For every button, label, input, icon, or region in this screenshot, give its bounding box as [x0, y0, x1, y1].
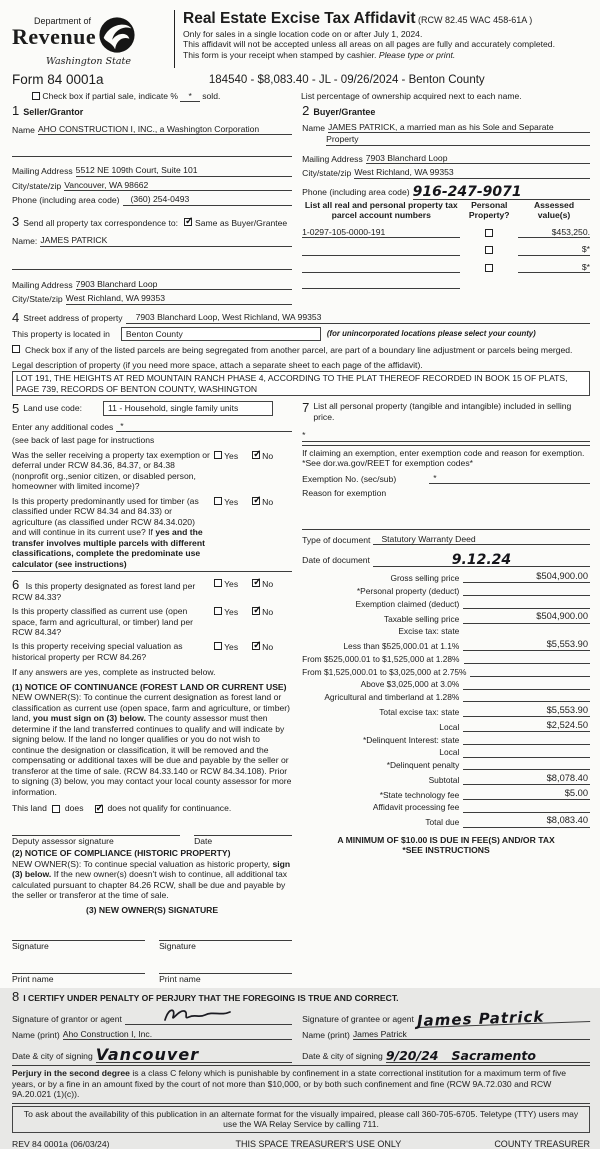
question-text: Is this property receiving special valuation as historical property per RCW 84.26? — [12, 641, 214, 662]
perjury-statement: Perjury in the second degree is a class C felony which is punishable by confinement in a state correctional institution for a maximum term of five years, or by a fine in an amount fixed by the court of not more than $10,000, or by both such confinement and fine (RCW 9A.72.030 and RCW 9A.20.021 (1)(c)). — [12, 1065, 590, 1103]
tax-row-label: Less than $525,000.01 at 1.1% — [302, 641, 463, 651]
question-tax-exemption — [12, 450, 292, 492]
grantor-sig-label: Signature of grantor or agent — [12, 1014, 122, 1024]
no-checkbox — [252, 579, 260, 587]
tax-row-value — [463, 599, 590, 609]
tax-row-value: $8,078.40 — [463, 773, 590, 785]
form-title-rcw: (RCW 82.45 WAC 458-61A ) — [418, 15, 532, 25]
parcel-table-header — [302, 200, 590, 221]
corr-name-extra-line — [12, 260, 292, 270]
tax-row — [302, 599, 590, 609]
form-number: Form 84 0001a — [12, 72, 104, 88]
tax-row-label: Subtotal — [302, 775, 463, 785]
tax-row-value — [463, 748, 590, 758]
parcel-value-field: $* — [518, 244, 590, 255]
seller-csz-label: City/state/zip — [12, 181, 61, 191]
section8-number: 8 — [12, 990, 19, 1003]
section2-title: Buyer/Grantee — [313, 107, 375, 118]
deputy-signature-line — [12, 826, 180, 836]
this-land-label: This land — [12, 803, 47, 813]
tax-row-label: Taxable selling price — [302, 614, 463, 624]
no-label: No — [262, 579, 273, 589]
grantor-name-field: Aho Construction I, Inc. — [63, 1029, 292, 1040]
grantor-date-label: Date & city of signing — [12, 1051, 93, 1061]
grantor-signature-scribble — [159, 1004, 235, 1026]
located-in-note: (for unincorporated locations please select your county) — [327, 329, 536, 339]
no-label: No — [262, 607, 273, 617]
tax-row-label: From $1,525,000.01 to $3,025,000 at 2.75% — [302, 667, 470, 677]
same-as-buyer-checkbox — [184, 218, 192, 226]
tax-row — [302, 611, 590, 623]
tax-row-value: $504,900.00 — [463, 571, 590, 583]
tax-row — [302, 802, 590, 812]
parcel-row — [302, 244, 590, 255]
tax-row-value — [463, 760, 590, 770]
owner-print-label-1: Print name — [12, 974, 145, 984]
buyer-csz-field: West Richland, WA 99353 — [354, 167, 590, 178]
yes-label: Yes — [224, 579, 238, 589]
no-checkbox — [252, 607, 260, 615]
yes-checkbox — [214, 451, 222, 459]
does-checkbox — [52, 805, 60, 813]
buyer-phone-handwritten: 916-247-9071 — [413, 186, 590, 200]
tax-row — [302, 692, 590, 702]
tax-row — [302, 705, 590, 717]
question-text: 6 Is this property designated as forest land per RCW 84.33? — [12, 578, 214, 602]
parcel-value-field: $* — [518, 262, 590, 273]
does-not-checkbox — [95, 805, 103, 813]
grantee-name-field: James Patrick — [353, 1029, 590, 1040]
if-any-yes-note: If any answers are yes, complete as instructed below. — [12, 667, 292, 677]
question-forest-land — [12, 578, 292, 602]
tax-row — [302, 654, 590, 664]
question-text: Is this property predominantly used for timber (as classified under RCW 84.34 and 84.33) or agriculture (as classified under RCW 84.34.020) and will continue in its current use? If yes and the transfer involves multiple parcels with different classifications, complete the predominate use calculator (see instructions) — [12, 496, 214, 569]
treasurer-space-label: THIS SPACE TREASURER'S USE ONLY — [203, 1139, 434, 1149]
personal-property-label: List all personal property (tangible and intangible) included in selling price. — [313, 401, 590, 422]
deputy-date-label: Date — [194, 836, 292, 846]
parcel-personal-checkbox — [485, 229, 493, 237]
seller-mailing-field: 5512 NE 109th Court, Suite 101 — [76, 165, 292, 176]
segregated-checkbox — [12, 345, 20, 353]
tax-row — [302, 735, 590, 745]
grantee-city-handwritten: Sacramento — [452, 1048, 536, 1063]
deputy-signature-label: Deputy assessor signature — [12, 836, 180, 846]
parcel-col-numbers: List all real and personal property tax parcel account numbers — [302, 200, 460, 221]
seller-csz-field: Vancouver, WA 98662 — [64, 180, 292, 191]
minimum-due-note: A MINIMUM OF $10.00 IS DUE IN FEE(S) AND/OR TAX — [302, 835, 590, 845]
tax-row-label: From $525,000.01 to $1,525,000 at 1.28% — [302, 654, 463, 664]
dor-logo — [12, 10, 170, 68]
see-back-note: (see back of last page for instructions — [12, 435, 292, 445]
tax-row-value: $5,553.90 — [463, 705, 590, 717]
tax-row-value — [463, 803, 590, 813]
yes-label: Yes — [224, 497, 238, 507]
no-label: No — [262, 642, 273, 652]
revenue-swirl-icon — [98, 16, 136, 56]
tax-row — [302, 639, 590, 651]
section1-title: Seller/Grantor — [23, 107, 83, 118]
tax-row — [302, 667, 590, 677]
new-owners-signature-title: (3) NEW OWNER(S) SIGNATURE — [12, 905, 292, 915]
partial-sale-sold-label: sold. — [202, 91, 220, 101]
question-text: Was the seller receiving a property tax exemption or deferral under RCW 84.36, 84.37, or 84.38 (nonprofit org.,senior citizen, or disabled person, homeowner with limited income)? — [12, 450, 214, 492]
doc-type-label: Type of document — [302, 535, 370, 545]
doc-date-label: Date of document — [302, 555, 370, 565]
tax-row-label: Affidavit processing fee — [302, 802, 463, 812]
section4-number: 4 — [12, 311, 19, 324]
doc-type-field: Statutory Warranty Deed — [373, 534, 590, 545]
excise-tax-state-header: Excise tax: state — [302, 626, 590, 636]
does-label: does — [65, 803, 84, 813]
corr-name-field: JAMES PATRICK — [40, 235, 292, 246]
certify-statement: I CERTIFY UNDER PENALTY OF PERJURY THAT THE FOREGOING IS TRUE AND CORRECT. — [23, 993, 398, 1003]
buyer-mailing-label: Mailing Address — [302, 154, 363, 164]
grantor-signature-field — [125, 1015, 292, 1025]
exemption-no-label: Exemption No. (sec/sub) — [302, 474, 396, 484]
revenue-wordmark: Revenue — [12, 27, 96, 48]
tax-row-label: *State technology fee — [302, 790, 463, 800]
corr-name-label: Name: — [12, 236, 37, 246]
tax-row-label: Agricultural and timberland at 1.28% — [302, 692, 463, 702]
tax-row-value — [463, 586, 590, 596]
parcel-row — [302, 227, 590, 238]
partial-sale-label: Check box if partial sale, indicate % — [42, 91, 178, 101]
buyer-mailing-field: 7903 Blanchard Loop — [366, 153, 590, 164]
legal-description-field: LOT 191, THE HEIGHTS AT RED MOUNTAIN RANCH PHASE 4, ACCORDING TO THE PLAT THEREOF RECORDED IN BOOK 15 OF PLATS, PAGE 739, RECORDS OF BENTON COUNTY, WASHINGTON — [12, 371, 590, 396]
tax-row — [302, 586, 590, 596]
parcel-number-field: 1-0297-105-0000-191 — [302, 227, 460, 238]
county-select: Benton County — [121, 327, 321, 341]
parcel-row — [302, 262, 590, 273]
notice-compliance-bold: sign (3) below. — [12, 859, 290, 879]
tax-row-label: Above $3,025,000 at 3.0% — [302, 679, 463, 689]
doc-date-handwritten: 9.12.24 — [373, 554, 590, 568]
no-checkbox — [252, 497, 260, 505]
owner-print-line-2 — [159, 964, 292, 974]
yes-checkbox — [214, 579, 222, 587]
tax-row-value: $504,900.00 — [463, 611, 590, 623]
seller-mailing-label: Mailing Address — [12, 166, 73, 176]
land-use-label: Land use code: — [23, 403, 82, 413]
additional-codes-label: Enter any additional codes — [12, 422, 113, 432]
parcel-number-blank-line — [302, 279, 460, 289]
deputy-date-line — [194, 826, 292, 836]
rev-number: REV 84 0001a (06/03/24) — [12, 1139, 203, 1149]
tax-row — [302, 815, 590, 827]
no-checkbox — [252, 451, 260, 459]
parcel-number-field — [302, 263, 460, 273]
owner-signature-label-2: Signature — [159, 941, 292, 951]
question-historical — [12, 641, 292, 662]
tax-row — [302, 760, 590, 770]
reason-exemption-label: Reason for exemption — [302, 488, 590, 498]
parcel-col-personal: Personal Property? — [460, 200, 518, 221]
section6-number: 6 — [12, 577, 19, 592]
yes-label: Yes — [224, 607, 238, 617]
seller-phone-field: (360) 254-0493 — [123, 194, 293, 205]
grantee-date-label: Date & city of signing — [302, 1051, 383, 1061]
tax-row — [302, 747, 590, 757]
tax-row-value — [463, 735, 590, 745]
tax-row — [302, 788, 590, 800]
parcel-personal-checkbox — [485, 264, 493, 272]
see-instructions-note: *SEE INSTRUCTIONS — [302, 845, 590, 855]
no-label: No — [262, 497, 273, 507]
corr-mailing-label: Mailing Address — [12, 280, 73, 290]
located-in-label: This property is located in — [12, 329, 110, 339]
dept-of-label: Department of — [34, 16, 96, 27]
parcel-number-field — [302, 246, 460, 256]
additional-codes-field: * — [116, 421, 292, 432]
tax-row-label: *Delinquent penalty — [302, 760, 463, 770]
question-text: Is this property classified as current use (open space, farm and agricultural, or timber) land per RCW 84.34? — [12, 606, 214, 637]
question-timber-agriculture — [12, 496, 292, 572]
notice-compliance-title: (2) NOTICE OF COMPLIANCE (HISTORIC PROPERTY) — [12, 848, 292, 858]
parcel-personal-checkbox — [485, 246, 493, 254]
tax-row — [302, 773, 590, 785]
yes-label: Yes — [224, 642, 238, 652]
exemption-note: If claiming an exemption, enter exemption code and reason for exemption. *See dor.wa.gov/REET for exemption codes* — [302, 448, 590, 469]
tax-row-value — [463, 692, 590, 702]
grantee-sig-label: Signature of grantee or agent — [302, 1014, 414, 1024]
notice-continuance-title: (1) NOTICE OF CONTINUANCE (FOREST LAND OR CURRENT USE) — [12, 682, 292, 692]
type-or-print-note: Please type or print. — [379, 50, 455, 60]
section7-number: 7 — [302, 401, 309, 422]
partial-sale-row — [12, 91, 301, 101]
section5-number: 5 — [12, 402, 19, 415]
grantee-date-city-handwritten: 9/20/24 Sacramento — [386, 1050, 590, 1064]
tax-row-value — [464, 654, 591, 664]
seller-name-extra-line — [12, 147, 292, 157]
same-as-buyer-label: Same as Buyer/Grantee — [195, 218, 287, 228]
header-note-1: Only for sales in a single location code on or after July 1, 2024. — [183, 29, 590, 39]
tax-row-value: $2,524.50 — [463, 720, 590, 732]
partial-sale-percent-field: * — [180, 91, 199, 102]
parcel-value-field: $453,250. — [518, 227, 590, 238]
tax-row — [302, 720, 590, 732]
section2-number: 2 — [302, 104, 309, 117]
owner-signature-line-1 — [12, 931, 145, 941]
tax-row-value — [470, 667, 590, 677]
question-text-bold: yes and the transfer involves multiple parcels with different classifications, complete the predominate use calculator (see instructions) — [12, 527, 205, 568]
tax-row-label: Local — [302, 747, 463, 757]
does-not-label: does not qualify for continuance. — [108, 803, 232, 813]
tax-row-value: $5,553.90 — [463, 639, 590, 651]
no-checkbox — [252, 642, 260, 650]
tax-row-label: *Personal property (deduct) — [302, 586, 463, 596]
header-note-3: This form is your receipt when stamped by cashier. Please type or print. — [183, 50, 590, 60]
header-note-2: This affidavit will not be accepted unless all areas on all pages are fully and accurately completed. — [183, 39, 590, 49]
land-use-code-field: 11 - Household, single family units — [103, 401, 273, 415]
tax-row-value: $5.00 — [463, 788, 590, 800]
owner-signature-label-1: Signature — [12, 941, 145, 951]
seller-name-field: AHO CONSTRUCTION I, INC., a Washington Corporation — [38, 124, 292, 135]
parcel-col-assessed: Assessed value(s) — [518, 200, 590, 221]
section1-number: 1 — [12, 104, 19, 117]
perjury-bold: Perjury in the second degree — [12, 1068, 130, 1078]
ownership-note: List percentage of ownership acquired next to each name. — [301, 91, 522, 101]
tax-row-label: Total excise tax: state — [302, 707, 463, 717]
street-address-field: 7903 Blanchard Loop, West Richland, WA 99353 — [126, 312, 590, 323]
question-current-use — [12, 606, 292, 637]
owner-print-label-2: Print name — [159, 974, 292, 984]
parcel-row-blank — [302, 279, 590, 289]
notice-continuance-text: NEW OWNER(S): To continue the current designation as forest land or classification as current use (open space, farm and agriculture, or timber) land, you must sign on (3) below. The county assessor must then determine if the land transferred continues to qualify and will indicate by signing below. If the land no longer qualifies or you do not wish to continue the designation or classification, it will be removed and the compensating or additional taxes will be due and payable by the seller or transferor at the time of sale. (RCW 84.33.140 or RCW 84.34.108). Prior to signing (3) below, you may contact your local county assessor for more information. — [12, 692, 292, 797]
tax-row — [302, 571, 590, 583]
yes-checkbox — [214, 607, 222, 615]
legal-description-label: Legal description of property (if you need more space, attach a separate sheet to each page of the affidavit). — [12, 360, 590, 370]
buyer-name-field: JAMES PATRICK, a married man as his Sole and Separate — [328, 122, 590, 133]
yes-label: Yes — [224, 451, 238, 461]
partial-sale-checkbox — [32, 92, 40, 100]
tax-row-value: $8,083.40 — [463, 815, 590, 827]
personal-property-field: * — [302, 430, 590, 441]
buyer-csz-label: City/state/zip — [302, 168, 351, 178]
yes-checkbox — [214, 642, 222, 650]
tax-row — [302, 679, 590, 689]
buyer-name-field-2: Property — [326, 134, 590, 145]
tax-row-label: *Delinquent Interest: state — [302, 735, 463, 745]
form-title: Real Estate Excise Tax Affidavit — [183, 10, 416, 27]
tax-row-label: Gross selling price — [302, 573, 463, 583]
corr-csz-field: West Richland, WA 99353 — [66, 293, 292, 304]
seller-phone-label: Phone (including area code) — [12, 195, 120, 205]
segregated-label: Check box if any of the listed parcels are being segregated from another parcel, are part of a boundary line adjustment or parcels being merged. — [25, 345, 572, 355]
grantee-signature-handwritten: James Patrick — [417, 1009, 590, 1028]
grantor-name-label: Name (print) — [12, 1030, 60, 1040]
seller-name-label: Name — [12, 125, 35, 135]
accessibility-note: To ask about the availability of this publication in an alternate format for the visually impaired, please call 360-705-6705. Teletype (TTY) users may use the WA Relay Service by calling 711. — [12, 1106, 590, 1133]
notice-continuance-bold: you must sign on (3) below. — [33, 713, 146, 723]
treasurer-stamp-line: 184540 - $8,083.40 - JL - 09/26/2024 - Benton County — [104, 73, 590, 87]
buyer-name-label: Name — [302, 123, 325, 133]
buyer-phone-label: Phone (including area code) — [302, 187, 410, 197]
notice-compliance-text: NEW OWNER(S): To continue special valuation as historic property, sign (3) below. If the new owner(s) doesn't wish to continue, all additional tax calculated pursuant to chapter 84.26 RCW, shall be due and payable by the seller or transferor at the time of sale. — [12, 859, 292, 901]
corr-csz-label: City/State/zip — [12, 294, 63, 304]
county-treasurer-label: COUNTY TREASURER — [434, 1139, 590, 1149]
street-address-label: Street address of property — [23, 313, 122, 323]
section3-label: Send all property tax correspondence to: — [23, 218, 178, 228]
section3-number: 3 — [12, 215, 19, 228]
washington-state-label: Washington State — [46, 56, 170, 68]
owner-signature-line-2 — [159, 931, 292, 941]
tax-row-value — [463, 680, 590, 690]
tax-row-label: Total due — [302, 817, 463, 827]
form-header — [12, 10, 590, 68]
no-label: No — [262, 451, 273, 461]
owner-print-line-1 — [12, 964, 145, 974]
grantor-city-handwritten: Vancouver — [96, 1048, 292, 1063]
tax-row-label: Exemption claimed (deduct) — [302, 599, 463, 609]
exemption-no-field: * — [429, 473, 590, 484]
corr-mailing-field: 7903 Blanchard Loop — [76, 279, 292, 290]
grantee-name-label: Name (print) — [302, 1030, 350, 1040]
tax-row-label: Local — [302, 722, 463, 732]
yes-checkbox — [214, 497, 222, 505]
